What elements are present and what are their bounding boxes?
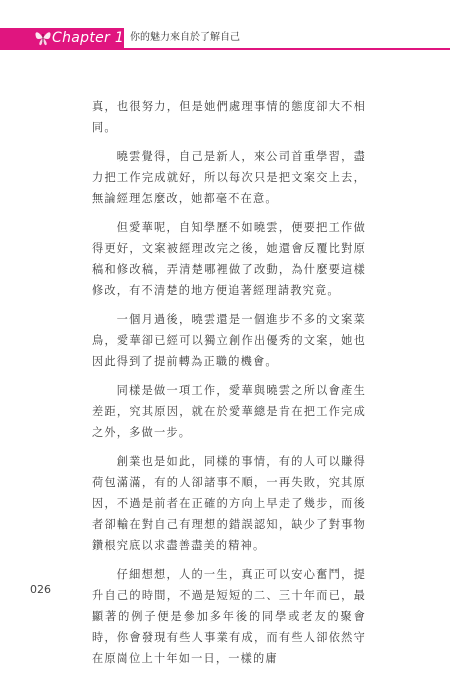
paragraph: 仔細想想，人的一生，真正可以安心奮鬥，提升自己的時間，不過是短短的二、三十年而已，最顯著的例子便是參加多年後的同學或老友的聚會時，你會發現有些人事業有成，而有些人卻依然守在原崗位上十年如一日，一樣的庸 [92, 568, 366, 665]
paragraph: 但愛華呢，自知學歷不如曉雲，便要把工作做得更好，文案被經理改完之後，她還會反覆比對原稿和修改稿，弄清楚哪裡做了改動，為什麼要這樣修改，有不清楚的地方便追著經理請教究竟。 [92, 221, 366, 297]
paragraph: 一個月過後，曉雲還是一個進步不多的文案菜鳥，愛華卻已經可以獨立創作出優秀的文案，她也因此得到了提前轉為正職的機會。 [92, 313, 366, 368]
chapter-header [0, 28, 450, 50]
page-number: 026 [30, 583, 51, 596]
paragraph: 真，也很努力，但是她們處理事情的態度卻大不相同。 [92, 100, 366, 134]
paragraph: 同樣是做一項工作，愛華與曉雲之所以會產生差距，究其原因，就在於愛華總是肯在把工作完成之外，多做一步。 [92, 384, 366, 439]
chapter-label: Chapter 1 [52, 30, 125, 46]
body-text [92, 96, 366, 677]
header-rule [0, 48, 450, 50]
paragraph: 創業也是如此，同樣的事情，有的人可以賺得荷包滿滿，有的人卻諸事不順，一再失敗，究其原因，不過是前者在正確的方向上早走了幾步，而後者卻輸在對自己有理想的錯誤認知，缺少了對事物鑽根究底以求盡善盡美的精神。 [92, 455, 366, 552]
paragraph: 曉雲覺得，自己是新人，來公司首重學習，盡力把工作完成就好，所以每次只是把文案交上去，無論經理怎麼改，她都毫不在意。 [92, 150, 366, 205]
chapter-title: 你的魅力來自於了解自己 [130, 32, 240, 43]
butterfly-icon [34, 28, 52, 48]
